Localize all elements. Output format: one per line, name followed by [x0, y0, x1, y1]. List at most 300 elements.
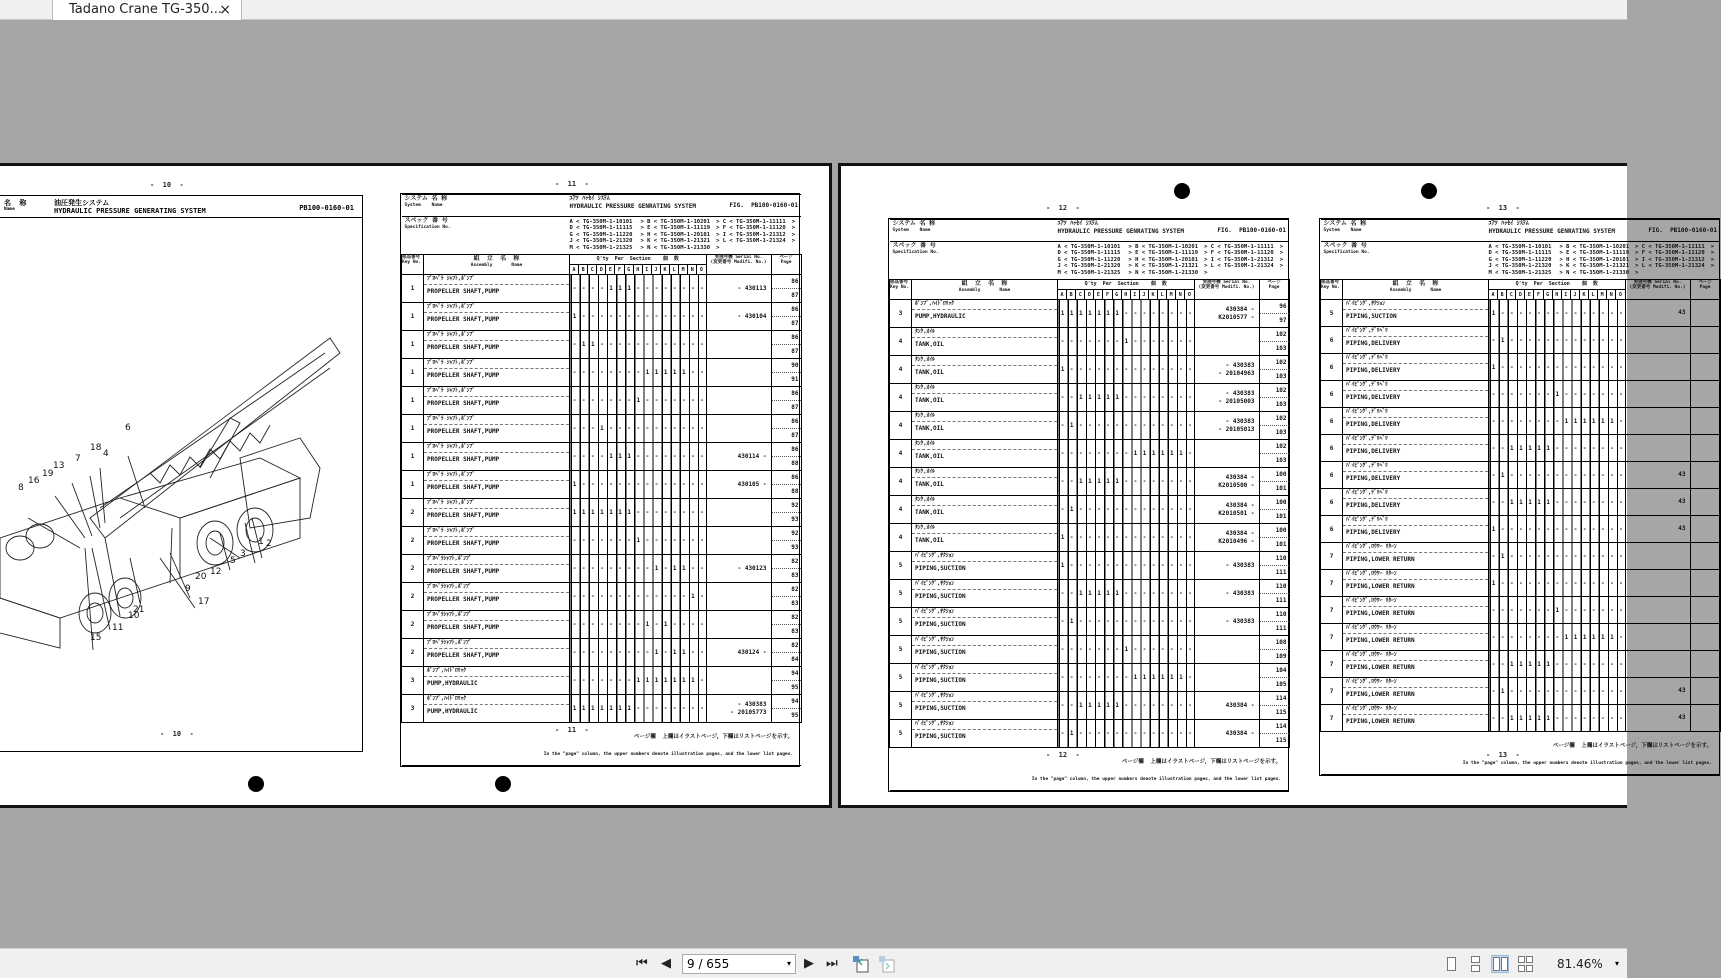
- page-ref[interactable]: [1259, 468, 1289, 496]
- parts-row[interactable]: [402, 443, 802, 471]
- list-page-ref[interactable]: 101: [1275, 485, 1287, 492]
- list-page-ref[interactable]: 111: [1275, 597, 1287, 604]
- page-ref[interactable]: [771, 611, 801, 639]
- parts-row[interactable]: [1321, 327, 1721, 354]
- illustration-page-ref[interactable]: 86: [772, 303, 801, 317]
- page-ref[interactable]: [771, 415, 801, 443]
- parts-row[interactable]: [402, 527, 802, 555]
- serial-value: 43: [1678, 498, 1686, 505]
- assembly-name-en: TANK,OIL: [915, 369, 944, 376]
- page-ref[interactable]: [1690, 435, 1720, 462]
- parts-row[interactable]: [1321, 462, 1721, 489]
- illustration-page-ref[interactable]: 102: [1260, 412, 1289, 426]
- page-ref[interactable]: [771, 387, 801, 415]
- section-letter: C: [1507, 290, 1516, 300]
- page-ref[interactable]: [771, 275, 801, 303]
- illustration-page-ref[interactable]: 94: [772, 667, 801, 681]
- page-ref[interactable]: [1259, 496, 1289, 524]
- page-number-input[interactable]: [682, 954, 796, 974]
- spec-entry: >: [1279, 263, 1284, 270]
- list-page-ref[interactable]: 101: [1275, 513, 1287, 520]
- parts-row[interactable]: [402, 555, 802, 583]
- page-number-bottom: - 12 -: [1046, 751, 1080, 759]
- page-ref[interactable]: [1259, 664, 1289, 692]
- parts-row[interactable]: [890, 580, 1290, 608]
- viewer-toolbar: [0, 948, 1627, 978]
- list-page-ref[interactable]: 103: [1275, 401, 1287, 408]
- page-ref[interactable]: [771, 303, 801, 331]
- key-no-header: 部品番号 Key No.: [1321, 280, 1343, 300]
- assembly-name: [424, 695, 570, 723]
- illustration-page-ref[interactable]: 92: [772, 527, 801, 541]
- page-dropdown-icon[interactable]: ▾: [786, 959, 791, 968]
- page-ref[interactable]: [1690, 597, 1720, 624]
- page-ref[interactable]: [1690, 651, 1720, 678]
- illustration-page-ref[interactable]: 110: [1260, 608, 1289, 622]
- parts-row[interactable]: [402, 275, 802, 303]
- assembly-name: [912, 496, 1058, 524]
- key-no: 5: [890, 608, 912, 636]
- illustration-title: HYDRAULIC PRESSURE GENERATING SYSTEM: [54, 207, 206, 215]
- section-letter: I: [1130, 290, 1139, 300]
- list-page-ref[interactable]: 84: [791, 656, 799, 663]
- serial-value: - 430104: [737, 312, 767, 320]
- assembly-name-en: PIPING,DELIVERY: [1346, 367, 1401, 374]
- parts-row[interactable]: [890, 412, 1290, 440]
- serial-value: - 430383: [1225, 361, 1255, 369]
- page-note: ページ欄 上欄はイラストページ，下欄はリストページを示す。 In the "page" column, the upper numbers denote illustration pages, and the lower list pages.: [890, 748, 1290, 791]
- assembly-name-en: TANK,OIL: [915, 537, 944, 544]
- parts-row[interactable]: [890, 496, 1290, 524]
- page-ref[interactable]: [1690, 300, 1720, 327]
- illustration-page-ref[interactable]: 82: [772, 611, 801, 625]
- binder-hole: [495, 776, 511, 792]
- single-page-view-button[interactable]: [1442, 955, 1460, 973]
- continuous-view-button[interactable]: [1466, 955, 1484, 973]
- binder-hole: [248, 776, 264, 792]
- serial-no: [706, 639, 771, 667]
- list-page-ref[interactable]: 93: [791, 516, 799, 523]
- illustration-page-ref[interactable]: 82: [772, 583, 801, 597]
- spec-entry: > L < TG-350M-1-21324: [1204, 263, 1274, 270]
- assembly-name-en: PIPING,SUCTION: [915, 705, 966, 712]
- assembly-name-jp: ﾊﾟｲﾋﾟﾝｸﾞ,ｻｸｼｮﾝ: [912, 692, 1057, 702]
- serial-value: - 430383: [1225, 389, 1255, 397]
- key-no: 2: [402, 555, 424, 583]
- assembly-name: [1343, 327, 1489, 354]
- serial-no: [706, 443, 771, 471]
- list-page-ref[interactable]: 111: [1275, 625, 1287, 632]
- qty-per-section: ---1-----------: [570, 415, 707, 443]
- serial-value: - 20104963: [1218, 369, 1255, 377]
- key-no: 4: [890, 468, 912, 496]
- serial-no: [1625, 489, 1690, 516]
- last-page-button[interactable]: ⏭: [826, 956, 838, 971]
- qty-per-section: 1--------------: [1489, 516, 1626, 543]
- parts-row[interactable]: [1321, 705, 1721, 732]
- parts-row[interactable]: [890, 328, 1290, 356]
- page-ref[interactable]: [1690, 381, 1720, 408]
- assembly-name: [424, 275, 570, 303]
- page-ref[interactable]: [1690, 327, 1720, 354]
- spec-entry: >: [1635, 269, 1639, 276]
- section-letter: F: [1534, 290, 1543, 300]
- spec-entry: > F < TG-350M-1-11120: [1204, 250, 1274, 257]
- section-letter: K: [660, 265, 669, 275]
- parts-row[interactable]: [402, 359, 802, 387]
- list-page-ref[interactable]: 103: [1275, 429, 1287, 436]
- parts-row[interactable]: [402, 387, 802, 415]
- page-ref[interactable]: [1690, 543, 1720, 570]
- parts-row[interactable]: [1321, 435, 1721, 462]
- page-ref[interactable]: [1690, 462, 1720, 489]
- assembly-name-en: PIPING,DELIVERY: [1346, 421, 1401, 428]
- serial-value: 430384 -: [1225, 729, 1255, 737]
- list-page-ref[interactable]: 88: [791, 488, 799, 495]
- page-ref[interactable]: [771, 555, 801, 583]
- parts-row[interactable]: [890, 384, 1290, 412]
- spec-entry: >: [1279, 244, 1284, 250]
- parts-row[interactable]: [402, 303, 802, 331]
- page-number-top: - 10 -: [150, 181, 184, 189]
- illustration-page-ref[interactable]: 114: [1260, 692, 1289, 706]
- section-letter: A: [1489, 290, 1498, 300]
- assembly-name: [1343, 651, 1489, 678]
- serial-value: - 430383: [1225, 561, 1255, 569]
- page-ref[interactable]: [1690, 678, 1720, 705]
- page-ref[interactable]: [1259, 608, 1289, 636]
- qty-per-section: 1111111--------: [1058, 300, 1195, 328]
- first-page-button[interactable]: ⏮: [636, 956, 648, 971]
- list-page-ref[interactable]: 87: [791, 320, 799, 327]
- illustration-page-ref[interactable]: 100: [1260, 496, 1289, 510]
- page-ref[interactable]: [771, 583, 801, 611]
- page-ref[interactable]: [1259, 384, 1289, 412]
- illustration-page-ref[interactable]: 86: [772, 331, 801, 345]
- section-letter: O: [1616, 290, 1625, 300]
- illustration-page-ref[interactable]: 110: [1260, 580, 1289, 594]
- serial-value: K2010501 -: [1218, 509, 1255, 517]
- assembly-name-en: TANK,OIL: [915, 397, 944, 404]
- serial-no: [706, 555, 771, 583]
- qty-per-section: -------1-------: [570, 527, 707, 555]
- parts-row[interactable]: [1321, 678, 1721, 705]
- illustration-page-ref[interactable]: 96: [1260, 300, 1289, 314]
- continuous-facing-view-button[interactable]: [1516, 955, 1534, 973]
- spec-entry: D < TG-350M-1-11115: [1057, 250, 1121, 257]
- page-ref[interactable]: [1259, 580, 1289, 608]
- parts-row[interactable]: [402, 611, 802, 639]
- list-page-ref[interactable]: 115: [1275, 709, 1287, 716]
- qty-per-section: --------111111-: [1058, 664, 1195, 692]
- qty-per-section: --11111--------: [1489, 705, 1626, 732]
- illustration-page-ref[interactable]: 92: [772, 499, 801, 513]
- page-ref[interactable]: [771, 331, 801, 359]
- spec-entry: M < TG-350M-1-21325: [569, 244, 633, 251]
- parts-row[interactable]: [1321, 381, 1721, 408]
- parts-row[interactable]: [402, 583, 802, 611]
- illustration-page-ref[interactable]: 90: [772, 359, 801, 373]
- parts-row[interactable]: [402, 331, 802, 359]
- zoom-dropdown-icon[interactable]: ▾: [1615, 959, 1620, 968]
- page-ref[interactable]: [1259, 440, 1289, 468]
- serial-no: [1625, 354, 1690, 381]
- assembly-name-jp: ﾊﾟｲﾋﾟﾝｸﾞ,ﾃﾞﾘﾍﾞﾘ: [1343, 354, 1488, 364]
- assembly-name-en: PIPING,LOWER RETURN: [1346, 664, 1415, 671]
- qty-header: Q'ty Per Section 個 数: [1489, 280, 1626, 290]
- list-page-ref[interactable]: 109: [1275, 653, 1287, 660]
- parts-row[interactable]: [890, 608, 1290, 636]
- list-page-ref[interactable]: 88: [791, 460, 799, 467]
- page-ref[interactable]: [1690, 516, 1720, 543]
- assembly-name-en: PROPELLER SHAFT,PUMP: [427, 484, 500, 491]
- parts-row[interactable]: [402, 639, 802, 667]
- serial-value: - 430383: [1225, 589, 1255, 597]
- spec-entry: > N < TG-350M-1-21330: [1559, 269, 1630, 276]
- serial-no: [1194, 664, 1259, 692]
- assembly-name: [1343, 408, 1489, 435]
- list-page-ref[interactable]: 87: [791, 292, 799, 299]
- page-ref[interactable]: [1690, 408, 1720, 435]
- qty-per-section: --11111--------: [1058, 384, 1195, 412]
- key-no: 7: [1321, 678, 1343, 705]
- assembly-name: [1343, 435, 1489, 462]
- illustration-page-ref[interactable]: 104: [1260, 664, 1289, 678]
- serial-header: 実施号機 Serial No. (変更番号 Modifi. No.): [706, 255, 771, 275]
- illustration-page-ref[interactable]: 86: [772, 387, 801, 401]
- assembly-name: [912, 720, 1058, 748]
- page-ref[interactable]: [771, 527, 801, 555]
- parts-row[interactable]: [1321, 354, 1721, 381]
- illustration-page-ref[interactable]: 100: [1260, 468, 1289, 482]
- key-no: 4: [890, 356, 912, 384]
- list-page-ref[interactable]: 95: [791, 684, 799, 691]
- illustration-page-ref[interactable]: 114: [1260, 720, 1289, 734]
- page-ref[interactable]: [1259, 328, 1289, 356]
- parts-row[interactable]: [1321, 516, 1721, 543]
- serial-no: [1625, 624, 1690, 651]
- section-letter: M: [679, 265, 688, 275]
- tab-bar: [0, 0, 1627, 20]
- illustration-page-ref[interactable]: 102: [1260, 328, 1289, 342]
- page-ref[interactable]: [771, 471, 801, 499]
- section-letter: A: [570, 265, 579, 275]
- qty-per-section: -1-------------: [1058, 608, 1195, 636]
- assembly-name-en: TANK,OIL: [915, 481, 944, 488]
- list-page-ref[interactable]: 115: [1275, 737, 1287, 744]
- assembly-name-jp: ﾊﾟｲﾋﾟﾝｸﾞ,ｻｸｼｮﾝ: [912, 664, 1057, 674]
- parts-row[interactable]: [1321, 651, 1721, 678]
- illustration-page-ref[interactable]: 86: [772, 471, 801, 485]
- page-number-top: - 12 -: [1046, 204, 1080, 212]
- illustration-page-ref[interactable]: 86: [772, 443, 801, 457]
- list-page-ref[interactable]: 103: [1275, 373, 1287, 380]
- serial-no: [706, 275, 771, 303]
- spec-entry: > F < TG-350M-1-11120: [1635, 250, 1705, 257]
- parts-row[interactable]: [890, 636, 1290, 664]
- list-page-ref[interactable]: 87: [791, 432, 799, 439]
- figure-number: FIG. PB100-0160-01: [706, 195, 801, 217]
- spec-entry: A < TG-350M-1-10101: [569, 219, 633, 225]
- serial-no: [706, 331, 771, 359]
- page-ref[interactable]: [771, 667, 801, 695]
- page-ref[interactable]: [771, 359, 801, 387]
- parts-row[interactable]: [1321, 300, 1721, 327]
- spec-entry: G < TG-350M-1-11220: [1488, 256, 1552, 263]
- assembly-name-jp: ﾊﾟｲﾋﾟﾝｸﾞ,ﾃﾞﾘﾍﾞﾘ: [1343, 408, 1488, 418]
- key-no: 3: [402, 695, 424, 723]
- list-page-ref[interactable]: 83: [791, 600, 799, 607]
- parts-row[interactable]: [1321, 597, 1721, 624]
- facing-view-button[interactable]: [1491, 955, 1509, 973]
- parts-row[interactable]: [402, 415, 802, 443]
- key-no: 2: [402, 527, 424, 555]
- illustration-page-ref[interactable]: 94: [772, 695, 801, 709]
- page-ref[interactable]: [1690, 489, 1720, 516]
- serial-no: [1625, 300, 1690, 327]
- assembly-name: [912, 412, 1058, 440]
- list-page-ref[interactable]: 87: [791, 348, 799, 355]
- assembly-name-jp: ﾊﾟｲﾋﾟﾝｸﾞ,ｻｸｼｮﾝ: [1343, 300, 1488, 310]
- system-title: HYDRAULIC PRESSURE GENRATING SYSTEM: [569, 203, 696, 210]
- parts-row[interactable]: [402, 471, 802, 499]
- parts-row[interactable]: [1321, 570, 1721, 597]
- key-no: 7: [1321, 705, 1343, 732]
- page-ref[interactable]: [1259, 692, 1289, 720]
- list-page-ref[interactable]: 111: [1275, 569, 1287, 576]
- illustration-page-ref[interactable]: 82: [772, 555, 801, 569]
- page-ref[interactable]: [1259, 300, 1289, 328]
- assembly-name: [424, 639, 570, 667]
- parts-row[interactable]: [890, 300, 1290, 328]
- assembly-name-jp: ﾊﾟｲﾋﾟﾝｸﾞ,ﾛｳﾜｰ ﾘﾀｰﾝ: [1343, 570, 1488, 580]
- page-ref[interactable]: [1259, 412, 1289, 440]
- serial-no: [1625, 543, 1690, 570]
- parts-row[interactable]: [890, 552, 1290, 580]
- list-page-ref[interactable]: 103: [1275, 457, 1287, 464]
- qty-per-section: --11111--------: [1489, 651, 1626, 678]
- page-ref[interactable]: [771, 443, 801, 471]
- illustration-page-ref[interactable]: 102: [1260, 384, 1289, 398]
- parts-row[interactable]: [890, 440, 1290, 468]
- system-name: ﾕｱﾂ ﾊｯｾｲ ｼｽﾃﾑ HYDRAULIC PRESSURE GENRATING SYSTEM: [1058, 220, 1195, 242]
- document-tab[interactable]: [52, 0, 242, 20]
- parts-row[interactable]: [890, 692, 1290, 720]
- previous-page-button[interactable]: ◀: [661, 956, 671, 971]
- list-page-ref[interactable]: 95: [791, 712, 799, 719]
- page-ref[interactable]: [1690, 705, 1720, 732]
- list-page-ref[interactable]: 97: [1279, 317, 1287, 324]
- parts-row[interactable]: [890, 468, 1290, 496]
- list-page-ref[interactable]: 83: [791, 572, 799, 579]
- zoom-level[interactable]: 81.46%: [1557, 957, 1603, 971]
- list-page-ref[interactable]: 93: [791, 544, 799, 551]
- assembly-name-en: PIPING,LOWER RETURN: [1346, 556, 1415, 563]
- illustration-page-ref[interactable]: 110: [1260, 552, 1289, 566]
- illustration-page-ref[interactable]: 102: [1260, 356, 1289, 370]
- assembly-name-en: PIPING,SUCTION: [915, 677, 966, 684]
- parts-row[interactable]: [1321, 624, 1721, 651]
- list-page-ref[interactable]: 103: [1275, 345, 1287, 352]
- next-view-icon[interactable]: [878, 955, 896, 973]
- page-ref[interactable]: [1259, 720, 1289, 748]
- close-tab-icon[interactable]: ×: [219, 2, 231, 18]
- illustration-page-ref[interactable]: 100: [1260, 524, 1289, 538]
- parts-row[interactable]: [890, 356, 1290, 384]
- page-number-bottom: - 11 -: [555, 726, 589, 734]
- parts-row[interactable]: [890, 664, 1290, 692]
- list-page-ref[interactable]: 101: [1275, 541, 1287, 548]
- illustration-page-ref[interactable]: 86: [772, 415, 801, 429]
- page-ref[interactable]: [1259, 524, 1289, 552]
- illustration-page-ref[interactable]: 108: [1260, 636, 1289, 650]
- page-ref[interactable]: [1690, 354, 1720, 381]
- assembly-name: [424, 331, 570, 359]
- assembly-name-en: PUMP,HYDRAULIC: [915, 313, 966, 320]
- parts-row[interactable]: [1321, 408, 1721, 435]
- assembly-name-jp: ﾀﾝｸ,ｵｲﾙ: [912, 496, 1057, 506]
- list-page-ref[interactable]: 87: [791, 404, 799, 411]
- assembly-name-en: PROPELLER SHAFT,PUMP: [427, 372, 500, 379]
- parts-row[interactable]: [402, 667, 802, 695]
- illustration-page-ref[interactable]: 86: [772, 275, 801, 289]
- assembly-name-en: PIPING,DELIVERY: [1346, 502, 1401, 509]
- page-ref[interactable]: [1690, 624, 1720, 651]
- page-ref[interactable]: [771, 695, 801, 723]
- page-ref[interactable]: [771, 639, 801, 667]
- parts-row[interactable]: [890, 524, 1290, 552]
- parts-row[interactable]: [1321, 489, 1721, 516]
- list-page-ref[interactable]: 105: [1275, 681, 1287, 688]
- qty-per-section: ----111--------: [570, 275, 707, 303]
- spec-entry: > C < TG-350M-1-11111: [716, 219, 786, 225]
- assembly-name-jp: ﾊﾟｲﾋﾟﾝｸﾞ,ﾃﾞﾘﾍﾞﾘ: [1343, 381, 1488, 391]
- qty-header: Q'ty Per Section 個 数: [1058, 280, 1195, 290]
- parts-row[interactable]: [1321, 543, 1721, 570]
- illustration-page-ref[interactable]: 82: [772, 639, 801, 653]
- page-ref[interactable]: [1259, 356, 1289, 384]
- illustration-page-ref[interactable]: 102: [1260, 440, 1289, 454]
- spec-entry: > N < TG-350M-1-21330: [640, 244, 711, 251]
- spec-entry: [1280, 270, 1289, 276]
- system-label: システム 名 称 System Name: [890, 220, 1058, 242]
- parts-row[interactable]: [890, 720, 1290, 748]
- list-page-ref[interactable]: 83: [791, 628, 799, 635]
- name-label-jp: 名 称: [4, 199, 27, 207]
- previous-view-icon[interactable]: [852, 955, 870, 973]
- section-letter: D: [1516, 290, 1525, 300]
- assembly-name-jp: ﾌﾟﾛﾍﾟﾗ ｼｬﾌﾄ,ﾎﾟﾝﾌﾟ: [424, 387, 569, 397]
- page-ref[interactable]: [1690, 570, 1720, 597]
- next-page-button[interactable]: ▶: [804, 956, 814, 971]
- system-label: システム 名 称 System Name: [402, 195, 570, 217]
- page-ref[interactable]: [1259, 636, 1289, 664]
- key-no: 4: [890, 440, 912, 468]
- section-letter: L: [1158, 290, 1167, 300]
- serial-value: 43: [1678, 471, 1686, 478]
- serial-no: [1625, 570, 1690, 597]
- parts-row[interactable]: [402, 695, 802, 723]
- list-page-ref[interactable]: 91: [791, 376, 799, 383]
- page-ref[interactable]: [1259, 552, 1289, 580]
- qty-per-section: 1--------------: [1489, 570, 1626, 597]
- parts-row[interactable]: [402, 499, 802, 527]
- page-ref[interactable]: [771, 499, 801, 527]
- serial-value: - 430113: [737, 284, 767, 292]
- system-name: ﾕｱﾂ ﾊｯｾｲ ｼｽﾃﾑ HYDRAULIC PRESSURE GENRATING SYSTEM: [570, 195, 707, 217]
- figure-number: FIG. PB100-0160-01: [1625, 220, 1720, 242]
- assembly-name-jp: ﾀﾝｸ,ｵｲﾙ: [912, 356, 1057, 366]
